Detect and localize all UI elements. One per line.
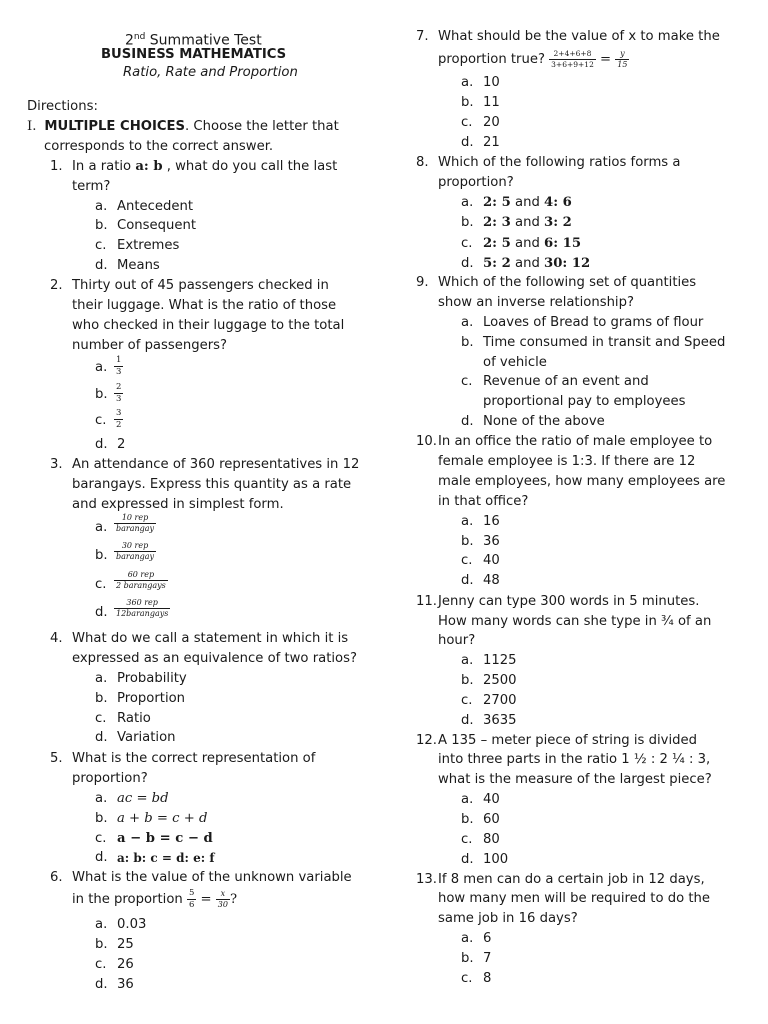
q9-option-c[interactable]: Revenue of an event and (483, 374, 649, 389)
test-title: 2nd Summative Test (125, 32, 262, 49)
q2-option-a[interactable]: $\frac{1}{3}$ (116, 355, 122, 377)
q10-option-d[interactable]: 48 (483, 573, 500, 588)
q12-letter-c: c. (461, 832, 473, 847)
q13-text-3: same job in 16 days? (438, 911, 578, 926)
q2-letter-b: b. (95, 387, 108, 402)
q5-text-2: proportion? (72, 771, 148, 786)
q1-letter-b: b. (95, 218, 108, 233)
q4-option-b[interactable]: Proportion (117, 691, 186, 706)
q4-text-2: expressed as an equivalence of two ratios? (72, 651, 357, 666)
q6-letter-d: d. (95, 977, 108, 992)
q6-letter-a: a. (95, 917, 108, 932)
q10-text-4: in that office? (438, 494, 529, 509)
q12-letter-b: b. (461, 812, 474, 827)
q9-option-c-2[interactable]: proportional pay to employees (483, 394, 686, 409)
q11-letter-d: d. (461, 713, 474, 728)
q8-option-d[interactable]: 5: 2 and 30: 12 (483, 256, 591, 271)
q12-text: A 135 – meter piece of string is divided (438, 733, 697, 748)
q11-option-a[interactable]: 1125 (483, 653, 517, 668)
q10-option-b[interactable]: 36 (483, 534, 500, 549)
q3-option-c[interactable]: $\frac{\text{60 rep}}{\text{2 barangays}}$ (116, 570, 166, 590)
q12-option-a[interactable]: 40 (483, 792, 500, 807)
q6-letter-b: b. (95, 937, 108, 952)
q6-letter-c: c. (95, 957, 107, 972)
q3-text: An attendance of 360 representatives in 12 (72, 457, 360, 472)
q2-letter-c: c. (95, 413, 107, 428)
q8-text: Which of the following ratios forms a (438, 155, 681, 170)
q3-letter-b: b. (95, 548, 108, 563)
q7-text-2: proportion true? $\frac{2+4+6+8}{3+6+9+12}$ = $\frac{y}{15}$ (438, 48, 628, 69)
q11-text: Jenny can type 300 words in 5 minutes. (438, 594, 700, 609)
directions-label: Directions: (27, 99, 98, 114)
q10-letter-d: d. (461, 573, 474, 588)
q1-text-2: term? (72, 179, 111, 194)
q11-letter-c: c. (461, 693, 473, 708)
q1-option-a[interactable]: Antecedent (117, 199, 194, 214)
q2-option-d[interactable]: 2 (117, 437, 126, 452)
q12-letter-a: a. (461, 792, 474, 807)
q9-letter-c: c. (461, 374, 473, 389)
q12-text-2: into three parts in the ratio 1 ½ : 2 ¼ : 3, (438, 752, 711, 767)
q2-text-4: number of passengers? (72, 338, 228, 353)
q13-letter-b: b. (461, 951, 474, 966)
q3-text-2: barangays. Express this quantity as a rate (72, 477, 352, 492)
q3-option-a[interactable]: $\frac{\text{10 rep}}{\text{barangay}}$ (116, 513, 155, 533)
q5-letter-c: c. (95, 831, 107, 846)
q6-option-d[interactable]: 36 (117, 977, 134, 992)
q9-letter-a: a. (461, 315, 474, 330)
q5-letter-d: d. (95, 850, 108, 865)
q6-option-c[interactable]: 26 (117, 957, 134, 972)
q13-number: 13. (416, 872, 437, 887)
q8-letter-a: a. (461, 195, 474, 210)
q12-text-3: what is the measure of the largest piece? (438, 772, 712, 787)
q10-text-3: male employees, how many employees are (438, 474, 726, 489)
subject-heading: BUSINESS MATHEMATICS (101, 47, 287, 62)
q7-letter-a: a. (461, 75, 474, 90)
q10-text-2: female employee is 1:3. If there are 12 (438, 454, 696, 469)
q2-letter-a: a. (95, 360, 108, 375)
q5-option-a[interactable]: ac = bd (117, 791, 169, 806)
q7-letter-b: b. (461, 95, 474, 110)
q6-text-2: in the proportion $\frac{5}{6}$ = $\frac{x}{30}$ ? (72, 888, 238, 910)
q8-letter-c: c. (461, 236, 473, 251)
q4-letter-b: b. (95, 691, 108, 706)
q1-text: In a ratio a: b , what do you call the last (72, 159, 338, 174)
q9-number: 9. (416, 275, 429, 290)
q8-option-a[interactable]: 2: 5 and 4: 6 (483, 195, 572, 210)
q8-letter-b: b. (461, 215, 474, 230)
q3-letter-c: c. (95, 577, 107, 592)
q7-letter-c: c. (461, 115, 473, 130)
q10-option-c[interactable]: 40 (483, 553, 500, 568)
q6-option-a[interactable]: 0.03 (117, 917, 147, 932)
q11-option-c[interactable]: 2700 (483, 693, 517, 708)
q1-option-b[interactable]: Consequent (117, 218, 196, 233)
q2-letter-d: d. (95, 437, 108, 452)
q13-text-2: how many men will be required to do the (438, 891, 710, 906)
q7-number: 7. (416, 29, 429, 44)
q9-option-b-2[interactable]: of vehicle (483, 355, 547, 370)
q1-letter-d: d. (95, 258, 108, 273)
q9-letter-d: d. (461, 414, 474, 429)
q11-letter-b: b. (461, 673, 474, 688)
q12-option-b[interactable]: 60 (483, 812, 500, 827)
q4-number: 4. (50, 631, 63, 646)
q2-text-2: their luggage. What is the ratio of those (72, 298, 337, 313)
q5-option-d[interactable]: a: b: c = d: e: f (117, 851, 215, 865)
q12-number: 12. (416, 733, 437, 748)
q11-number: 11. (416, 594, 437, 609)
q2-text: Thirty out of 45 passengers checked in (72, 278, 329, 293)
q10-text: In an office the ratio of male employee to (438, 434, 713, 449)
q10-letter-b: b. (461, 534, 474, 549)
q13-option-c[interactable]: 8 (483, 971, 492, 986)
instruction-line: corresponds to the correct answer. (44, 139, 274, 154)
q4-letter-a: a. (95, 671, 108, 686)
topic-subtitle: Ratio, Rate and Proportion (123, 65, 298, 80)
part-heading: I. MULTIPLE CHOICES. Choose the letter that (27, 119, 339, 134)
q4-option-a[interactable]: Probability (117, 671, 187, 686)
q9-option-b[interactable]: Time consumed in transit and Speed (483, 335, 726, 350)
q11-text-2: How many words can she type in ¾ of an (438, 614, 712, 629)
q8-option-b[interactable]: 2: 3 and 3: 2 (483, 215, 572, 230)
q1-number: 1. (50, 159, 63, 174)
q8-text-2: proportion? (438, 175, 514, 190)
q1-letter-c: c. (95, 238, 107, 253)
q5-letter-a: a. (95, 791, 108, 806)
q4-option-c[interactable]: Ratio (117, 711, 151, 726)
q7-option-a[interactable]: 10 (483, 75, 500, 90)
q11-letter-a: a. (461, 653, 474, 668)
q4-letter-d: d. (95, 730, 108, 745)
q7-letter-d: d. (461, 135, 474, 150)
q2-option-c[interactable]: $\frac{3}{2}$ (116, 408, 122, 430)
q2-text-3: who checked in their luggage to the total (72, 318, 345, 333)
q7-text: What should be the value of x to make the (438, 29, 720, 44)
q7-option-d[interactable]: 21 (483, 135, 500, 150)
q7-option-c[interactable]: 20 (483, 115, 500, 130)
q5-letter-b: b. (95, 811, 108, 826)
q12-option-c[interactable]: 80 (483, 832, 500, 847)
q1-option-c[interactable]: Extremes (117, 238, 180, 253)
q13-letter-c: c. (461, 971, 473, 986)
q8-letter-d: d. (461, 256, 474, 271)
q13-letter-a: a. (461, 931, 474, 946)
q4-option-d[interactable]: Variation (117, 730, 176, 745)
q13-option-b[interactable]: 7 (483, 951, 492, 966)
q5-option-c[interactable]: a − b = c − d (117, 831, 213, 846)
q5-number: 5. (50, 751, 63, 766)
q7-option-b[interactable]: 11 (483, 95, 500, 110)
q8-number: 8. (416, 155, 429, 170)
q2-number: 2. (50, 278, 63, 293)
q12-letter-d: d. (461, 852, 474, 867)
q5-text: What is the correct representation of (72, 751, 316, 766)
q10-letter-a: a. (461, 514, 474, 529)
q3-text-3: and expressed in simplest form. (72, 497, 284, 512)
q6-text: What is the value of the unknown variable (72, 870, 352, 885)
q10-number: 10. (416, 434, 437, 449)
q2-option-b[interactable]: $\frac{2}{3}$ (116, 382, 122, 404)
q1-option-d[interactable]: Means (117, 258, 160, 273)
q3-option-b[interactable]: $\frac{\text{30 rep}}{\text{barangay}}$ (116, 541, 155, 561)
q13-text: If 8 men can do a certain job in 12 days, (438, 872, 705, 887)
q3-letter-d: d. (95, 605, 108, 620)
q10-letter-c: c. (461, 553, 473, 568)
q9-letter-b: b. (461, 335, 474, 350)
q9-option-d[interactable]: None of the above (483, 414, 605, 429)
q3-letter-a: a. (95, 520, 108, 535)
q5-option-b[interactable]: a + b = c + d (117, 811, 208, 826)
q3-option-d[interactable]: $\frac{\text{360 rep}}{\text{12barangays}}$ (116, 598, 169, 618)
q11-option-d[interactable]: 3635 (483, 713, 517, 728)
q11-option-b[interactable]: 2500 (483, 673, 517, 688)
q6-number: 6. (50, 870, 63, 885)
q8-option-c[interactable]: 2: 5 and 6: 15 (483, 236, 582, 251)
q9-text-2: show an inverse relationship? (438, 295, 634, 310)
q9-text: Which of the following set of quantities (438, 275, 697, 290)
q9-option-a[interactable]: Loaves of Bread to grams of flour (483, 315, 704, 330)
q11-text-3: hour? (438, 633, 476, 648)
q3-number: 3. (50, 457, 63, 472)
q13-option-a[interactable]: 6 (483, 931, 492, 946)
q10-option-a[interactable]: 16 (483, 514, 500, 529)
q4-text: What do we call a statement in which it is (72, 631, 349, 646)
q4-letter-c: c. (95, 711, 107, 726)
q6-option-b[interactable]: 25 (117, 937, 134, 952)
q12-option-d[interactable]: 100 (483, 852, 509, 867)
q1-letter-a: a. (95, 199, 108, 214)
